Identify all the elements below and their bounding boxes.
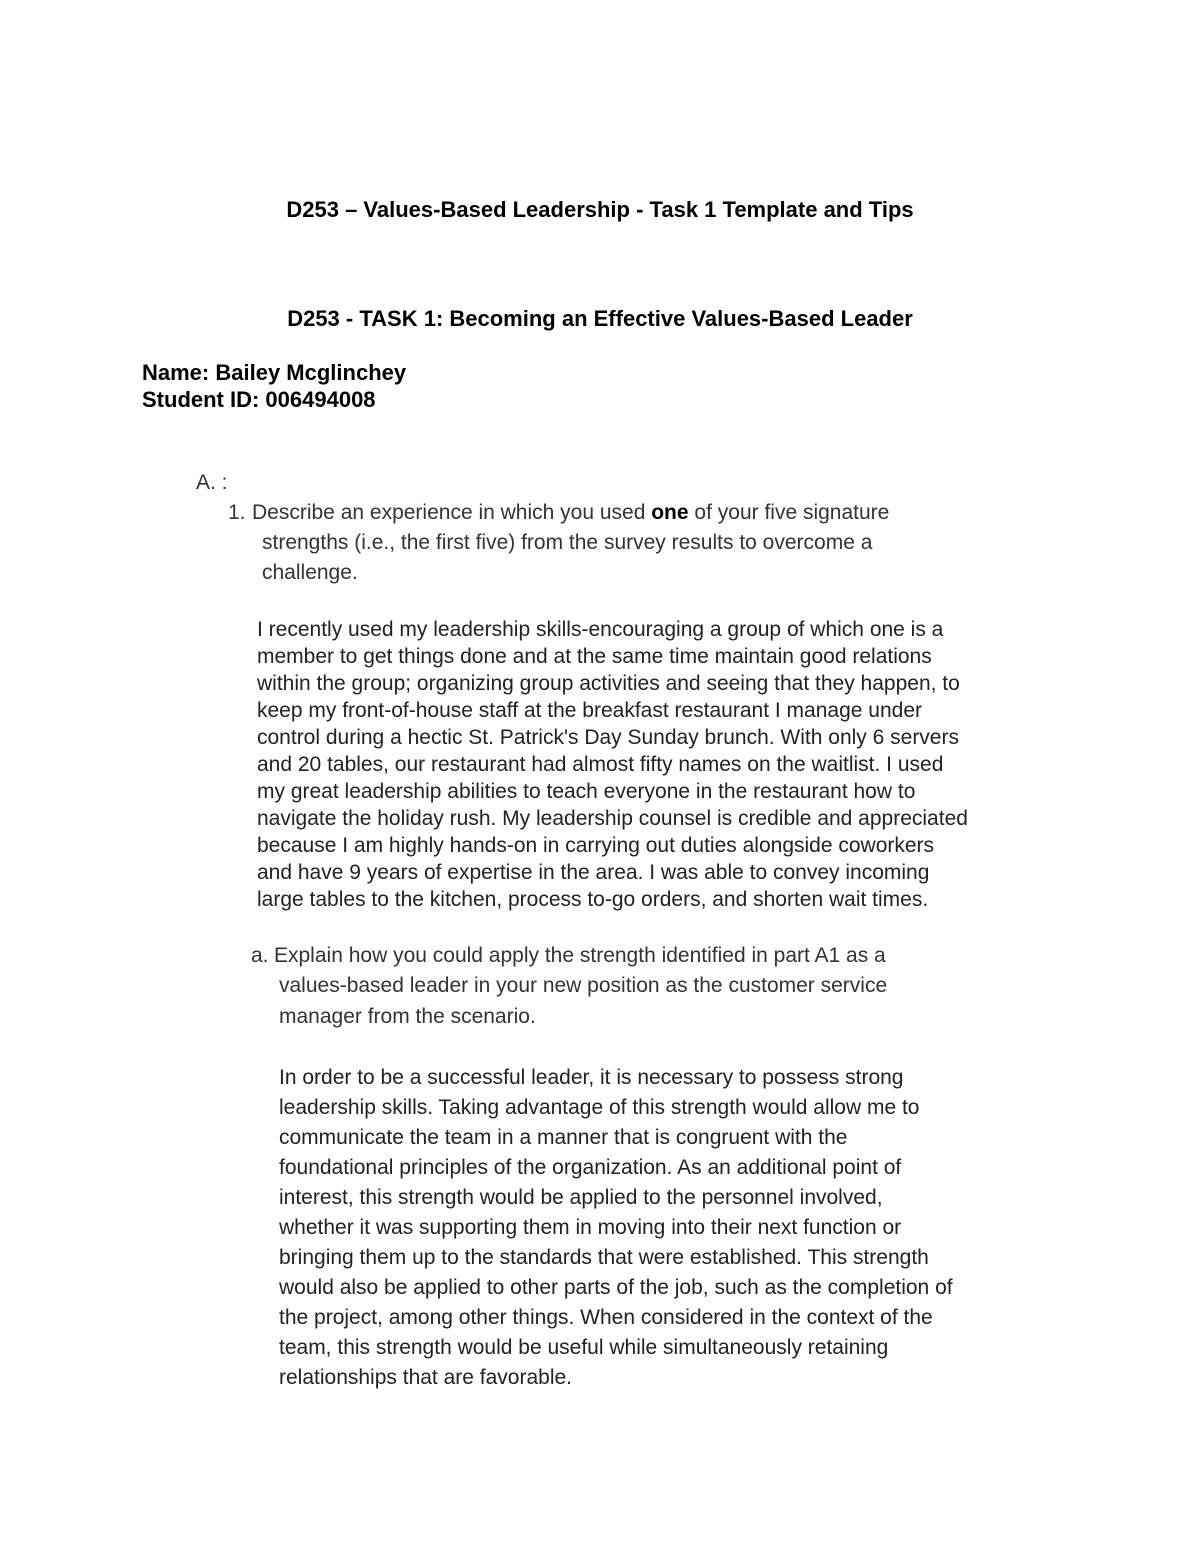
answer-2-line: whether it was supporting them in moving into their next function or bbox=[279, 1216, 902, 1239]
student-id: Student ID: 006494008 bbox=[142, 387, 376, 412]
question-1-text-a: Describe an experience in which you used bbox=[252, 501, 652, 524]
document-title: D253 – Values-Based Leadership - Task 1 Template and Tips bbox=[286, 197, 914, 222]
section-a-label: A. : bbox=[196, 471, 228, 494]
answer-1-line: my great leadership abilities to teach everyone in the restaurant how to bbox=[257, 780, 916, 803]
student-name: Name: Bailey Mcglinchey bbox=[142, 360, 407, 385]
answer-1 bbox=[257, 616, 968, 913]
answer-2-line: bringing them up to the standards that were established. This strength bbox=[279, 1246, 929, 1269]
question-1-line-1 bbox=[252, 500, 889, 526]
answer-2 bbox=[279, 1063, 953, 1393]
answer-2-line: leadership skills. Taking advantage of this strength would allow me to bbox=[279, 1096, 920, 1119]
subquestion-a-line-2: values-based leader in your new position as the customer service bbox=[279, 974, 888, 997]
answer-2-line: would also be applied to other parts of the job, such as the completion of bbox=[279, 1276, 953, 1299]
answer-2-line: relationships that are favorable. bbox=[279, 1366, 573, 1389]
question-1-emphasis: one bbox=[651, 501, 689, 524]
answer-1-line: and have 9 years of expertise in the area. I was able to convey incoming bbox=[257, 861, 930, 884]
answer-2-line: foundational principles of the organization. As an additional point of bbox=[279, 1156, 902, 1179]
answer-1-line: I recently used my leadership skills-encouraging a group of which one is a bbox=[257, 618, 944, 641]
answer-1-line: navigate the holiday rush. My leadership counsel is credible and appreciated bbox=[257, 807, 968, 830]
question-1-line-2: strengths (i.e., the first five) from the survey results to overcome a bbox=[262, 531, 873, 554]
question-1-number: 1. bbox=[228, 501, 246, 524]
answer-1-line: control during a hectic St. Patrick's Day Sunday brunch. With only 6 servers bbox=[257, 726, 959, 749]
answer-1-line: and 20 tables, our restaurant had almost fifty names on the waitlist. I used bbox=[257, 753, 944, 776]
answer-2-line: communicate the team in a manner that is congruent with the bbox=[279, 1126, 848, 1149]
question-1-text-b: of your five signature bbox=[688, 501, 890, 524]
subquestion-a-line-1: Explain how you could apply the strength identified in part A1 as a bbox=[274, 944, 886, 967]
answer-1-line: within the group; organizing group activities and seeing that they happen, to bbox=[257, 672, 960, 695]
answer-1-line: because I am highly hands-on in carrying out duties alongside coworkers bbox=[257, 834, 935, 857]
task-title: D253 - TASK 1: Becoming an Effective Values-Based Leader bbox=[287, 306, 913, 331]
answer-2-line: the project, among other things. When considered in the context of the bbox=[279, 1306, 933, 1329]
answer-2-line: interest, this strength would be applied to the personnel involved, bbox=[279, 1186, 883, 1209]
answer-1-line: keep my front-of-house staff at the breakfast restaurant I manage under bbox=[257, 699, 922, 722]
subquestion-a-letter: a. bbox=[251, 944, 269, 967]
answer-2-line: In order to be a successful leader, it is necessary to possess strong bbox=[279, 1066, 904, 1089]
subquestion-a-line-3: manager from the scenario. bbox=[279, 1005, 536, 1028]
answer-1-line: member to get things done and at the same time maintain good relations bbox=[257, 645, 932, 668]
answer-1-line: large tables to the kitchen, process to-go orders, and shorten wait times. bbox=[257, 888, 929, 911]
answer-2-line: team, this strength would be useful while simultaneously retaining bbox=[279, 1336, 889, 1359]
question-1-line-3: challenge. bbox=[262, 561, 358, 584]
